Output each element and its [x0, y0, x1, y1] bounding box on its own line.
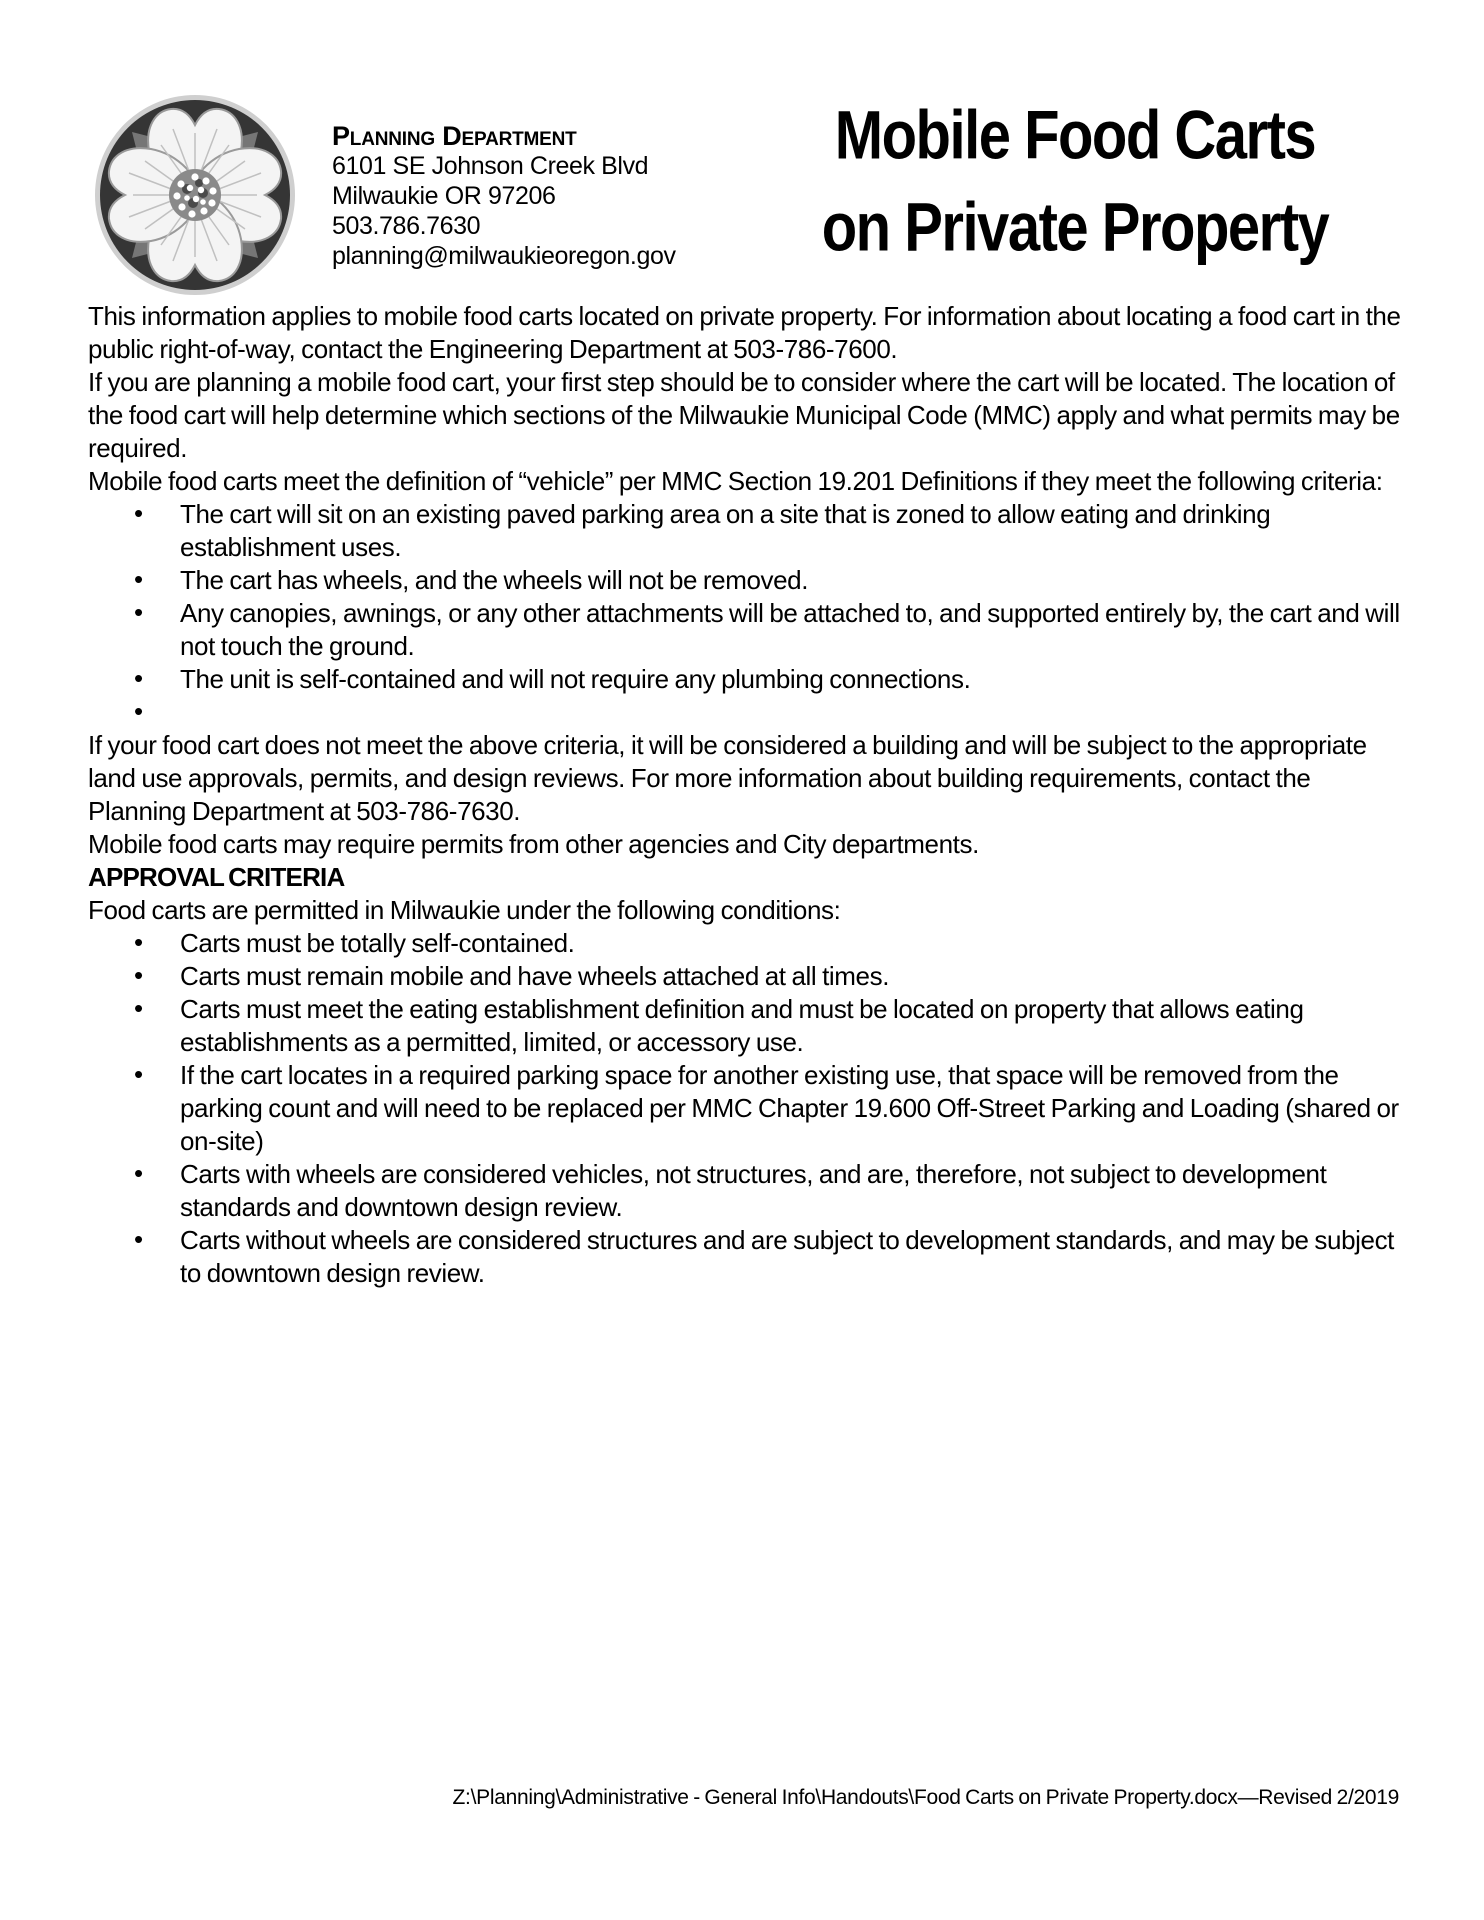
list-item: • Any canopies, awnings, or any other attachments will be attached to, and supported entirely by, the cart and will not touch the ground. — [88, 597, 1408, 663]
document-title — [730, 90, 1420, 274]
document-header — [0, 0, 1484, 300]
email-address: planning@milwaukieoregon.gov — [332, 242, 676, 270]
approval-criteria-heading: APPROVAL CRITERIA — [88, 862, 345, 892]
phone-number: 503.786.7630 — [332, 212, 481, 240]
vehicle-criteria-list — [88, 498, 1408, 729]
approval-criteria-list — [88, 927, 1408, 1290]
list-item: • Carts with wheels are considered vehicles, not structures, and are, therefore, not subject to development standards and downtown design review. — [88, 1158, 1408, 1224]
list-item: • The unit is self-contained and will not require any plumbing connections. — [88, 663, 1408, 696]
title-line-2: on Private Property — [821, 189, 1329, 266]
list-item: • Carts without wheels are considered structures and are subject to development standards, and may be subject to downtown design review. — [88, 1224, 1408, 1290]
address-line-1: 6101 SE Johnson Creek Blvd — [332, 152, 649, 180]
milwaukie-dogwood-logo-icon — [93, 93, 297, 297]
list-item: • Carts must remain mobile and have wheels attached at all times. — [88, 960, 1408, 993]
approval-intro: Food carts are permitted in Milwaukie under the following conditions: — [88, 895, 841, 925]
list-item: • If the cart locates in a required parking space for another existing use, that space will be removed from the parking count and will need to be replaced per MMC Chapter 19.600 Off-Street Parking and Loading (shared or on-site) — [88, 1059, 1408, 1158]
list-item: • Carts must be totally self-contained. — [88, 927, 1408, 960]
list-item-empty — [88, 696, 1408, 729]
title-line-1: Mobile Food Carts — [834, 97, 1316, 174]
paragraph-intro: This information applies to mobile food carts located on private property. For information about locating a food cart in the public right-of-way, contact the Engineering Department at 503-786-7600. — [88, 301, 1401, 364]
paragraph-planning: If you are planning a mobile food cart, your first step should be to consider where the cart will be located. The location of the food cart will help determine which sections of the Milwaukie Municipal Code (MMC) apply and what permits may be required. — [88, 367, 1400, 463]
list-item: • Carts must meet the eating establishment definition and must be located on property that allows eating establishments as a permitted, limited, or accessory use. — [88, 993, 1408, 1059]
contact-block — [332, 121, 676, 271]
list-item: • The cart has wheels, and the wheels will not be removed. — [88, 564, 1408, 597]
department-name: Planning Department — [332, 121, 577, 151]
paragraph-other-permits: Mobile food carts may require permits from other agencies and City departments. — [88, 829, 979, 859]
paragraph-building: If your food cart does not meet the above criteria, it will be considered a building and will be subject to the appropriate land use approvals, permits, and design reviews. For more information about building requirements, contact the Planning Department at 503-786-7630. — [88, 730, 1367, 826]
paragraph-vehicle-definition: Mobile food carts meet the definition of “vehicle” per MMC Section 19.201 Definitions if they meet the following criteria: — [88, 466, 1383, 496]
document-footer-path: Z:\Planning\Administrative - General Info\Handouts\Food Carts on Private Property.docx—Revised 2/2019 — [452, 1786, 1399, 1809]
document-body — [0, 300, 1484, 1290]
address-line-2: Milwaukie OR 97206 — [332, 182, 556, 210]
list-item: • The cart will sit on an existing paved parking area on a site that is zoned to allow eating and drinking establishment uses. — [88, 498, 1408, 564]
